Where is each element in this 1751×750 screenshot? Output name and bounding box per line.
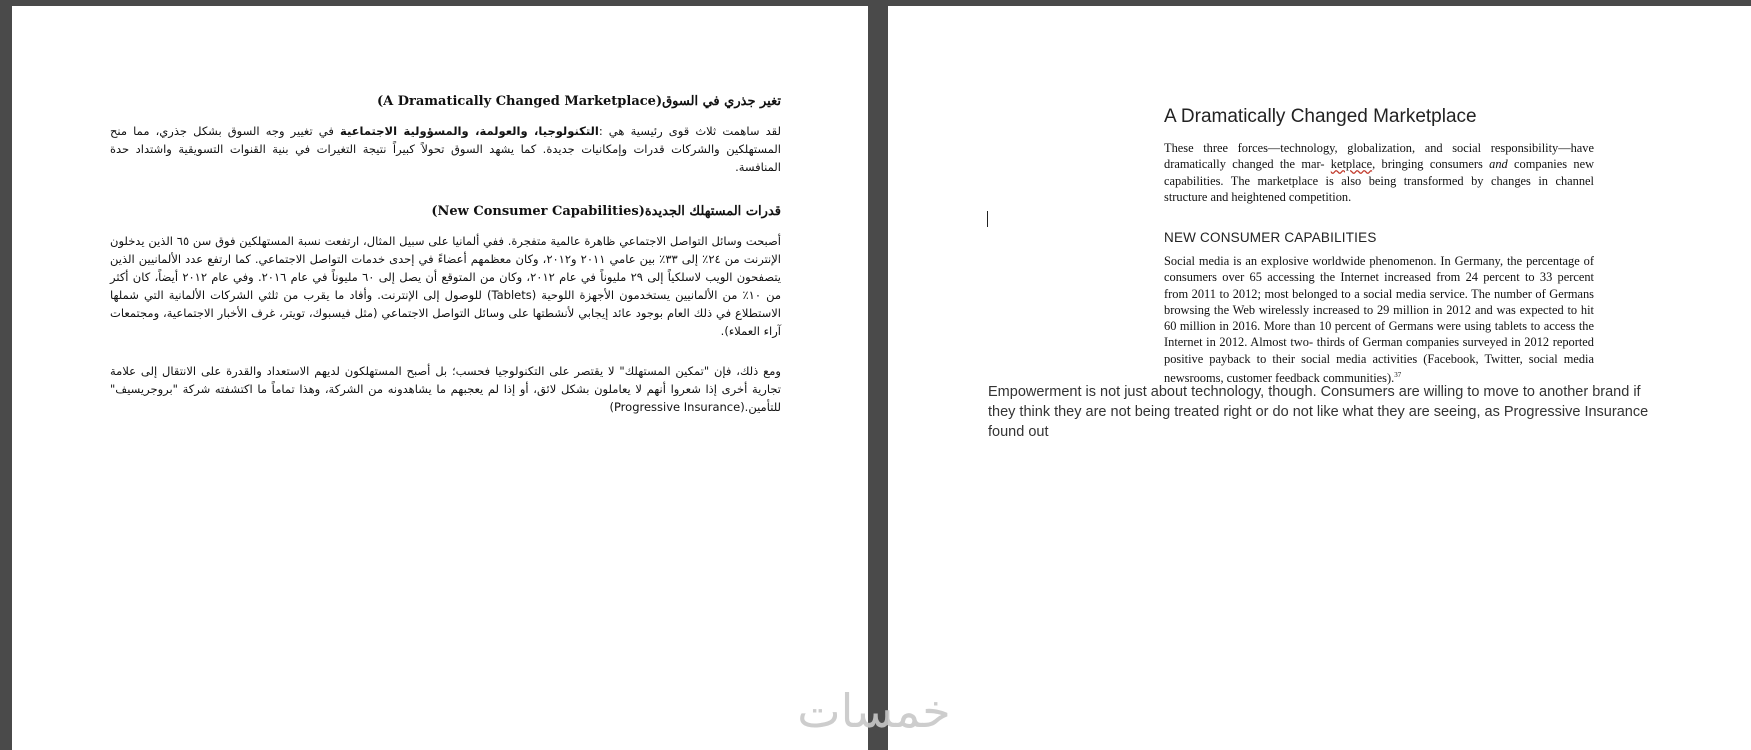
text-cursor[interactable] — [987, 211, 988, 227]
intro-text-c: companies new capabilities. The marketplace is also being transformed by changes in channel structure and heightened competition. — [1164, 157, 1595, 204]
english-intro-paragraph — [1164, 140, 1594, 205]
english-document-page — [888, 6, 1751, 750]
english-empowerment-paragraph: Empowerment is not just about technology, though. Consumers are willing to move to another brand if they think they are not being treated right or do not like what they are seeing, as Progressive Insurance found out — [988, 384, 1649, 440]
arabic-paragraph-empowerment: ومع ذلك، فإن "تمكين المستهلك" لا يقتصر على التكنولوجيا فحسب؛ بل أصبح المستهلكون لديهم الاستعداد والقدرة على الانتقال إلى علامة تجارية أخرى إذا شعروا أنهم لا يعاملون بشكل لائق، أو إذا لم يعجبهم ما يشاهدونه من الشركة، وهذا تماماً ما اكتشفته شركة "بروجريسيف" للتأمين.(Progressive Insurance) — [110, 364, 781, 414]
intro-text-b: , bringing consumers — [1372, 157, 1490, 172]
arabic-para1-end: في تغيير وجه السوق بشكل جذري، مما منح المستهلكين والشركات قدرات وإمكانيات جديدة. كما يشهد السوق تحولاً كبيراً نتيجة التغيرات في بنية القنوات التسويقية واشتداد حدة المنافسة. — [110, 124, 781, 174]
arabic-para1-bold: التكنولوجيا، والعولمة، والمسؤولية الاجتماعية — [339, 124, 599, 138]
arabic-para1-start: لقد ساهمت ثلاث قوى رئيسية هي : — [598, 124, 781, 138]
watermark-logo: خمسات — [797, 684, 951, 738]
intro-italic-word: and — [1489, 157, 1508, 172]
english-body-paragraph — [1164, 253, 1594, 387]
misspelled-word[interactable]: ketplace — [1330, 157, 1373, 172]
english-subheading: NEW CONSUMER CAPABILITIES — [1164, 230, 1377, 245]
arabic-paragraph-forces — [110, 122, 781, 176]
footnote-marker[interactable]: 37 — [1394, 371, 1402, 380]
arabic-paragraph-social-media: أصبحت وسائل التواصل الاجتماعي ظاهرة عالمية متفجرة. ففي ألمانيا على سبيل المثال، ارتفعت نسبة المستهلكين فوق سن ٦٥ الذين يدخلون الإنترنت من ٢٤٪ إلى ٣٣٪ بين عامي ٢٠١١ و٢٠١٢، وكان معظمهم أعضاءً في إحدى خدمات التواصل الاجتماعي. كما ارتفع عدد الألمانيين الذين يتصفحون الويب لاسلكياً إلى ٢٩ مليوناً في عام ٢٠١٢، وكان من المتوقع أن يصل إلى ٦٠ مليوناً في عام ٢٠١٦. وفي عام ٢٠١٢ أيضاً، كان أكثر من ١٠٪ من الألمانيين يستخدمون الأجهزة اللوحية (Tablets) للوصول إلى الإنترنت. وأفاد ما يقرب من ثلثي الشركات الألمانية التي شملها الاستطلاع في ذلك العام بوجود عائد إيجابي لأنشطتها على وسائل التواصل الاجتماعي (مثل فيسبوك، تويتر، غرف الأخبار الاجتماعية، ومجتمعات آراء العملاء). — [110, 234, 782, 338]
arabic-heading-marketplace: تغير جذري في السوق(A Dramatically Changed Marketplace) — [376, 94, 781, 109]
body-text: Social media is an explosive worldwide phenomenon. In Germany, the percentage of consumers over 65 accessing the Internet increased from 24 percent to 33 percent from 2011 to 2012; most belonged to a social media service. The number of Germans browsing the Web wirelessly increased to 29 million in 2012 and was expected to hit 60 million in 2016. More than 10 percent of Germans were using tablets to access the Internet in 2012. Almost two- thirds of German companies surveyed in 2012 reported positive payback to their social media activities (Facebook, Twitter, social media newsrooms, customer feedback communities). — [1164, 254, 1594, 386]
english-title: A Dramatically Changed Marketplace — [1164, 106, 1477, 127]
arabic-document-page — [12, 6, 868, 750]
arabic-heading-capabilities: قدرات المستهلك الجديدة(New Consumer Capabilities) — [431, 204, 781, 219]
intro-text-a: These three forces—technology, globalization, and social responsibility—have dramatically changed the mar- — [1164, 141, 1594, 172]
